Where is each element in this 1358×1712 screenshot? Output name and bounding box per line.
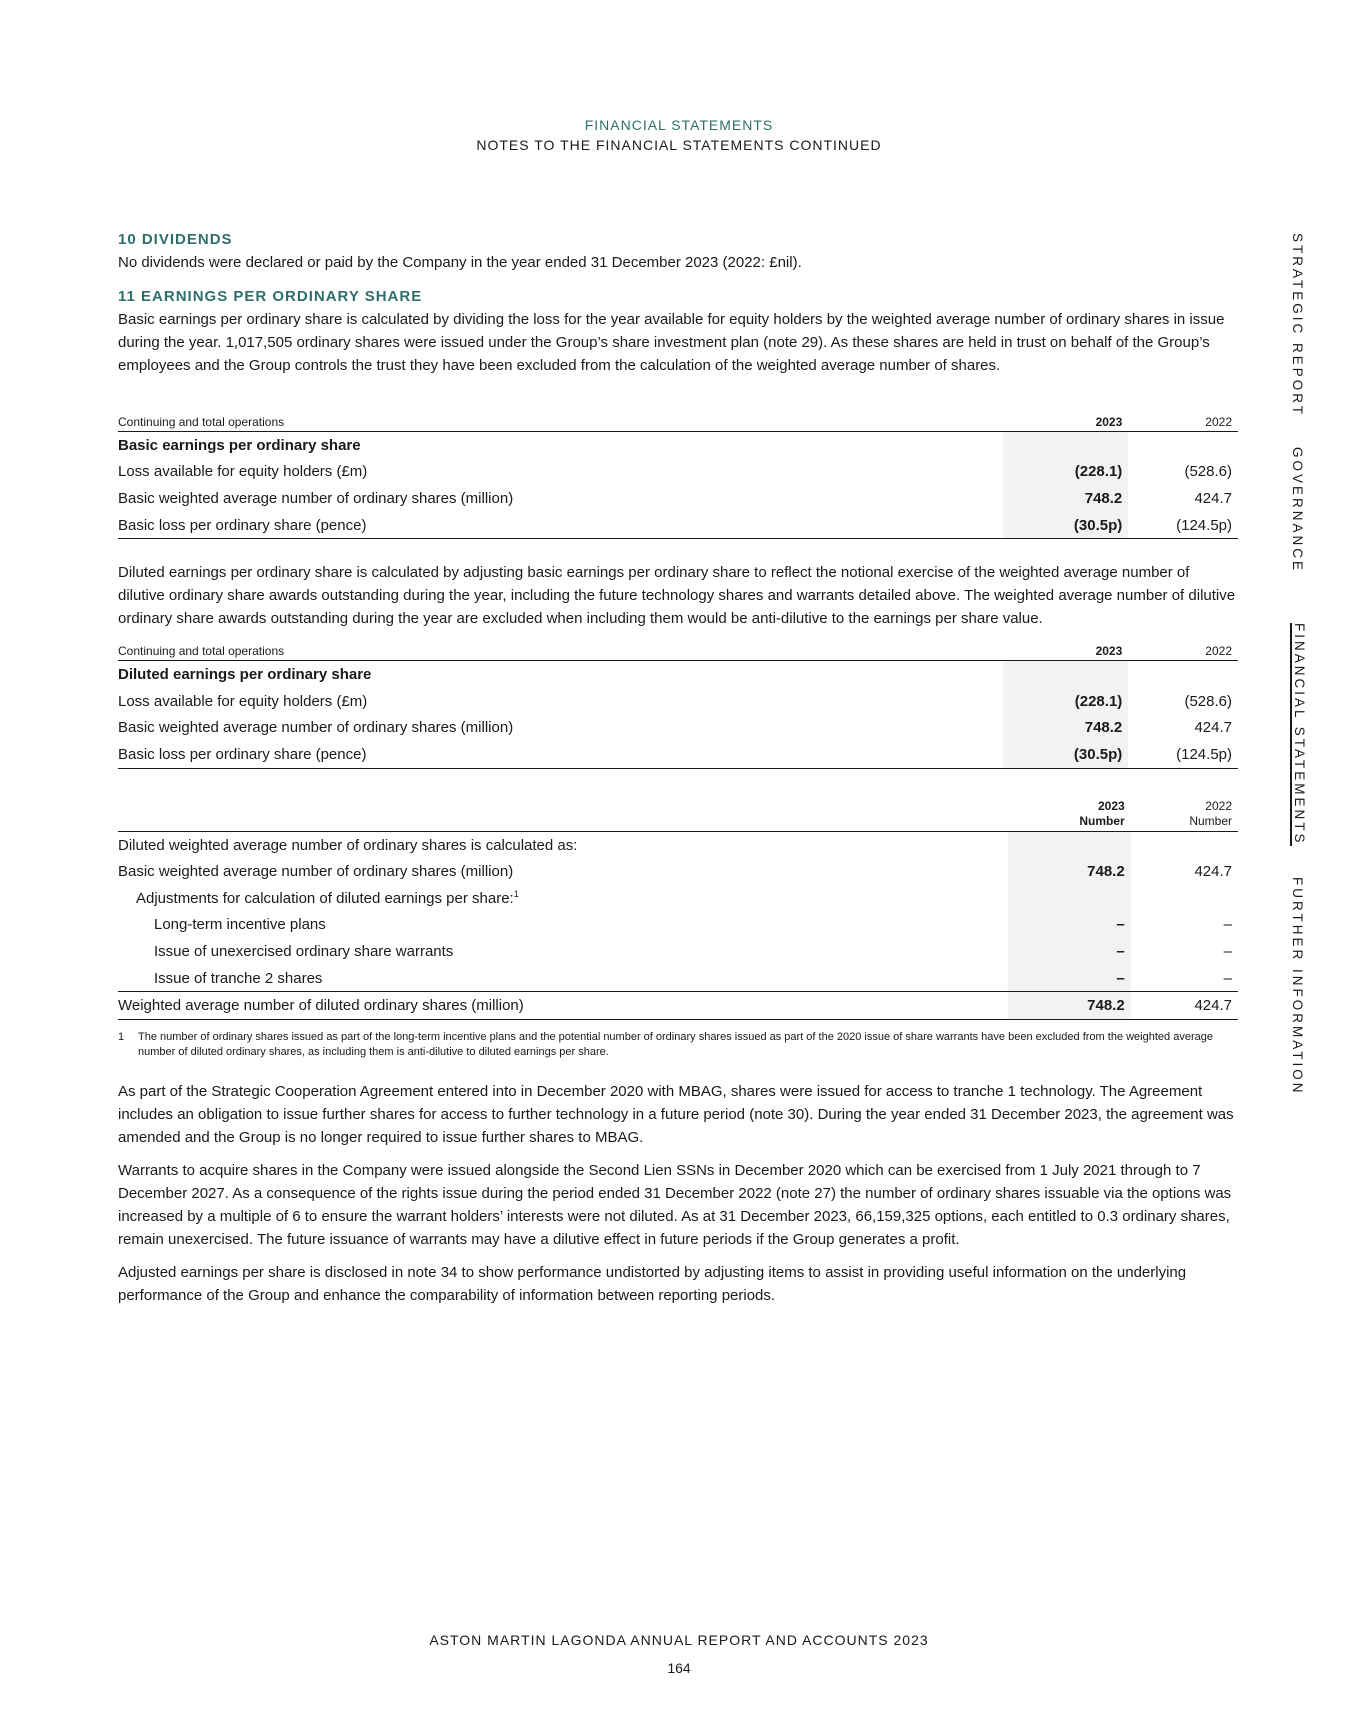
table-row [118,661,1238,688]
value-2023: – [1008,938,1131,965]
value-2022: (528.6) [1184,463,1232,481]
row-label: Long-term incentive plans [154,916,326,934]
footnote-ref: 1 [513,889,519,900]
header-year-2022: 2022 [1205,798,1232,813]
header-number-2022: Number [1189,813,1232,828]
value-2022: 424.7 [1131,992,1238,1020]
page-number: 164 [667,1660,691,1676]
footer-title: ASTON MARTIN LAGONDA ANNUAL REPORT AND ACCOUNTS 2023 [429,1632,929,1648]
diluted-weighted-table [118,795,1238,1020]
value-2023: (228.1) [1003,459,1129,486]
row-label: Adjustments for calculation of diluted earnings per share:$^1$ [136,889,519,908]
diluted-text: Diluted earnings per ordinary share is calculated by adjusting basic earnings per ordinary share to reflect the notional exercise of the weighted average number of dilutive ordinary share awards outstanding during the year, including the future technology shares and warrants detailed above. The weighted average number of dilutive ordinary share awards outstanding during the year are excluded when including them would be anti-dilutive to the earnings per share value. [118,564,1236,628]
value-2022: (124.5p) [1128,512,1238,539]
value-2022: 424.7 [1194,719,1232,737]
table-header-2023 [1008,795,1131,832]
value-2022: – [1223,969,1232,987]
diluted-eps-table [118,640,1238,768]
value-2022: – [1223,942,1232,960]
value-2023: – [1008,912,1131,939]
row-label: Basic weighted average number of ordinary shares (million) [118,719,514,737]
footnote-text: The number of ordinary shares issued as part of the long-term incentive plans and the potential number of ordinary shares issued as part of the 2020 issue of share warrants have been excluded from the weighted average number of diluted ordinary shares, as including them is anti-dilutive to diluted earnings per share. [138,1030,1213,1058]
table-row [118,715,1238,742]
value-2023: (30.5p) [1003,741,1129,768]
row-label: Issue of tranche 2 shares [154,969,323,987]
value-2023: 748.2 [1003,715,1129,742]
table-header-2022: 2022 [1128,411,1238,432]
table-row [118,688,1238,715]
value-2023: 748.2 [1003,485,1129,512]
side-nav-financial-statements[interactable]: FINANCIAL STATEMENTS [1290,623,1312,846]
paragraph-adjusted-eps: Adjusted earnings per share is disclosed in note 34 to show performance undistorted by adjusting items to assist in providing useful information on the underlying performance of the Group and enhance the comparability of information between reporting periods. [118,1263,1187,1304]
value-2023: (30.5p) [1003,512,1129,539]
note11-title: 11 EARNINGS PER ORDINARY SHARE [118,288,423,305]
table-subtitle: Diluted earnings per ordinary share [118,666,372,684]
row-label: Basic loss per ordinary share (pence) [118,512,1003,539]
value-2023: 748.2 [1008,992,1131,1020]
paragraph-warrants: Warrants to acquire shares in the Company were issued alongside the Second Lien SSNs in December 2020 which can be exercised from 1 July 2021 through to 7 December 2027. As a consequence of the rights issue during the period ended 31 December 2022 (note 27) the number of ordinary shares issuable via the options was increased by a multiple of 6 to ensure the warrant holders’ interests were not diluted. As at 31 December 2023, 66,159,325 options, each entitled to 0.3 ordinary shares, remain unexercised. The future issuance of warrants may have a dilutive effect in future periods if the Group generates a profit. [118,1161,1232,1248]
value-2023: (228.1) [1003,688,1129,715]
value-2022: 424.7 [1194,489,1232,507]
side-nav-further-information[interactable]: FURTHER INFORMATION [1290,877,1305,1096]
table-row [118,741,1238,768]
table-header-row [118,795,1238,832]
table-header-2023: 2023 [1003,640,1129,661]
table-header-label: Continuing and total operations [118,640,1003,661]
value-2022: (528.6) [1184,692,1232,710]
basic-eps-table [118,411,1238,539]
table-row [118,485,1238,512]
note10-title: 10 DIVIDENDS [118,231,233,248]
table-row [118,938,1238,965]
header-year-2023: 2023 [1098,798,1125,813]
row-label: Basic loss per ordinary share (pence) [118,741,1003,768]
row-label: Issue of unexercised ordinary share warrants [154,942,454,960]
table-row [118,459,1238,486]
side-nav-strategic-report[interactable]: STRATEGIC REPORT [1290,233,1305,418]
note10-text: No dividends were declared or paid by the Company in the year ended 31 December 2023 (2022: £nil). [118,254,802,271]
side-nav-governance[interactable]: GOVERNANCE [1290,447,1305,574]
row-label: Loss available for equity holders (£m) [118,463,368,481]
value-2022: 424.7 [1194,863,1232,881]
table-header-2022 [1131,795,1238,832]
value-2023: 748.2 [1008,858,1131,885]
table-row [118,858,1238,885]
table-total-row [118,992,1238,1020]
table-header-2022: 2022 [1128,640,1238,661]
main-content [118,231,1238,1307]
value-2022: (124.5p) [1128,741,1238,768]
section-header: FINANCIAL STATEMENTS [584,117,774,133]
row-label: Basic weighted average number of ordinary shares (million) [118,863,514,881]
value-2022: – [1223,916,1232,934]
row-label: Basic weighted average number of ordinary shares (million) [118,489,514,507]
row-label: Loss available for equity holders (£m) [118,692,368,710]
table-row [118,432,1238,459]
paragraph-mbag: As part of the Strategic Cooperation Agreement entered into in December 2020 with MBAG, shares were issued for access to tranche 1 technology. The Agreement includes an obligation to issue further shares for access to further technology in a future period (note 30). During the year ended 31 December 2023, the agreement was amended and the Group is no longer required to issue further shares to MBAG. [118,1082,1234,1146]
table-subtitle: Basic earnings per ordinary share [118,436,361,454]
row-label: Diluted weighted average number of ordinary shares is calculated as: [118,836,578,854]
table-header-label: Continuing and total operations [118,411,1003,432]
row-label: Weighted average number of diluted ordinary shares (million) [118,992,1008,1020]
table-header-row [118,640,1238,661]
subsection-header: NOTES TO THE FINANCIAL STATEMENTS CONTINUED [476,137,882,153]
footnote-number: 1 [118,1030,125,1043]
value-2023: – [1008,965,1131,992]
table-header-row [118,411,1238,432]
table-header-2023: 2023 [1003,411,1129,432]
table-row [118,831,1238,858]
table-row [118,965,1238,992]
note11-intro: Basic earnings per ordinary share is calculated by dividing the loss for the year available for equity holders by the weighted average number of ordinary shares in issue during the year. 1,017,505 ordinary shares were issued under the Group’s share investment plan (note 29). As these shares are held in trust on behalf of the Group’s employees and the Group controls the trust they have been excluded from the calculation of the weighted average number of shares. [118,311,1225,374]
footnote [118,1030,1238,1060]
table-row [118,912,1238,939]
header-number-2023: Number [1079,813,1125,828]
table-row [118,512,1238,539]
table-row [118,885,1238,912]
